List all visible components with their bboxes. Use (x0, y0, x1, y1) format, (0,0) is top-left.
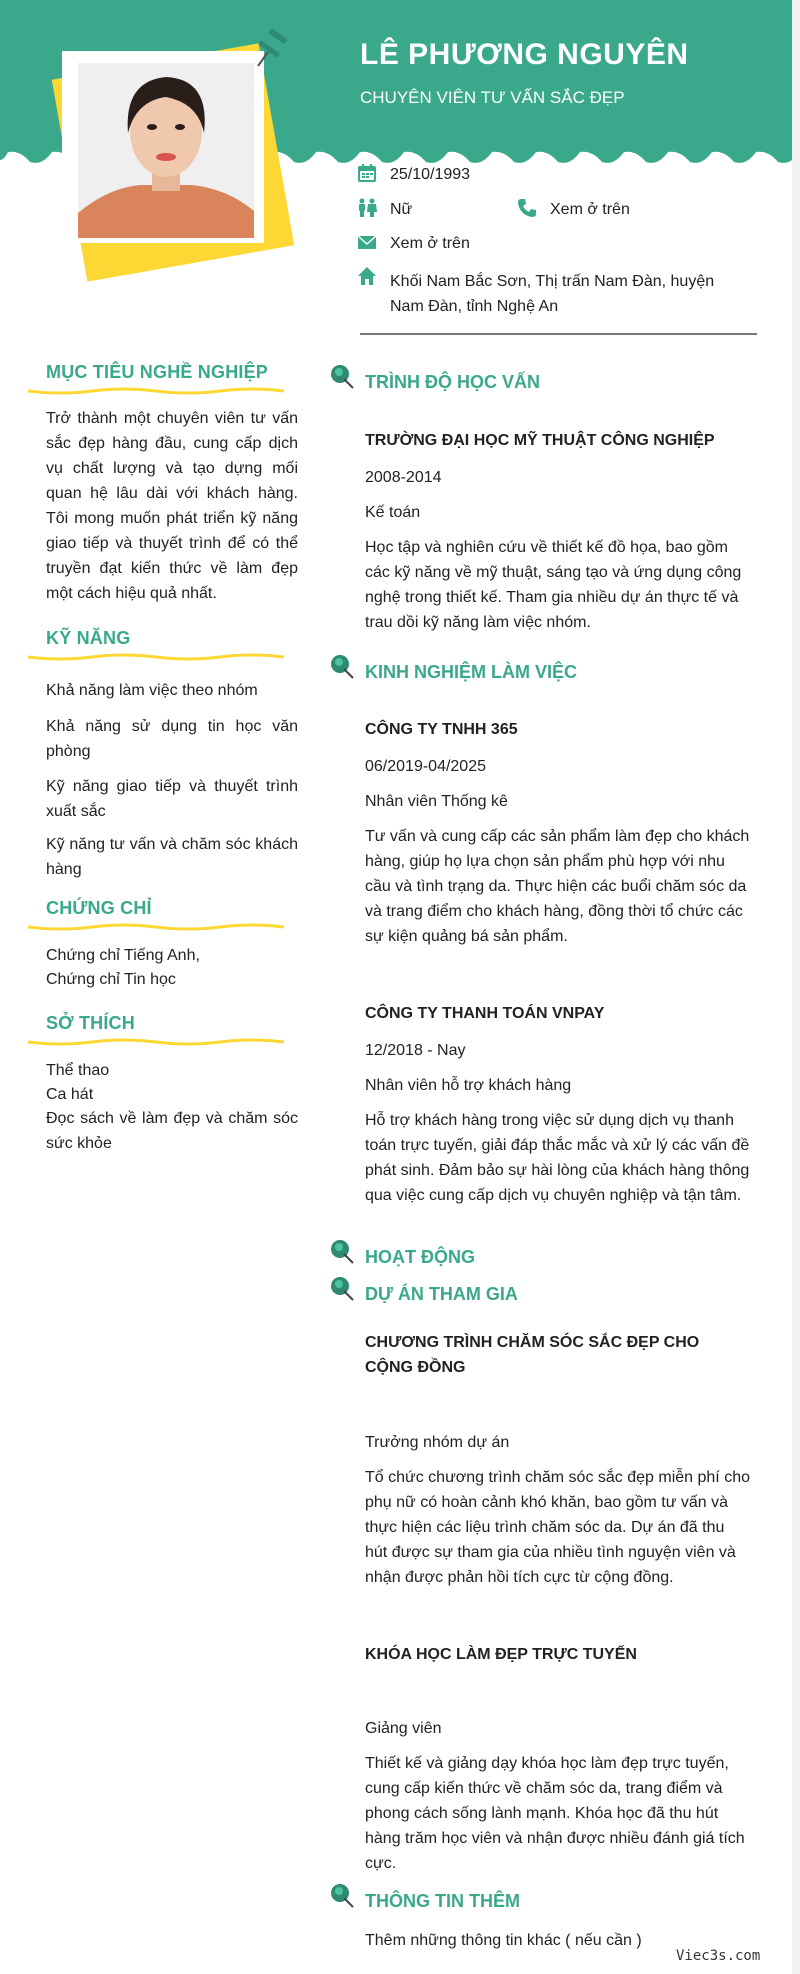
email-icon (357, 232, 377, 252)
section-underline-wave (28, 385, 284, 397)
job-position: Nhân viên hỗ trợ khách hàng (365, 1077, 572, 1094)
project-name: CHƯƠNG TRÌNH CHĂM SÓC SẮC ĐẸP CHO CỘNG ĐỒNG (365, 1334, 700, 1376)
section-title-hobbies: SỞ THÍCH (46, 1013, 135, 1033)
project-description: Thiết kế và giảng dạy khóa học làm đẹp trực tuyến, cung cấp kiến thức về chăm sóc da, trang điểm và phong cách sống lành mạnh. Khóa học đã thu hút hàng trăm học viên và nhận được nhiều đánh giá tích cực. (365, 1755, 745, 1872)
pushpin-icon (328, 1237, 356, 1265)
education-period: 2008-2014 (365, 469, 442, 486)
hobby-item: Đọc sách về làm đẹp và chăm sóc sức khỏe (46, 1110, 298, 1152)
pushpin-icon (328, 1881, 356, 1909)
candidate-name: LÊ PHƯƠNG NGUYÊN (360, 38, 689, 71)
section-title-experience: KINH NGHIỆM LÀM VIỆC (365, 662, 578, 682)
project-description: Tổ chức chương trình chăm sóc sắc đẹp miễn phí cho phụ nữ có hoàn cảnh khó khăn, bao gồm tư vấn và thực hiện các liệu trình chăm sóc da. Dự án đã thu hút được sự tham gia của nhiều tình nguyện viên và nhận được phản hồi tích cực từ cộng đồng. (365, 1469, 750, 1586)
additional-text: Thêm những thông tin khác ( nếu cần ) (365, 1932, 642, 1949)
project-role: Trưởng nhóm dự án (365, 1434, 510, 1451)
section-title-activities: HOẠT ĐỘNG (365, 1247, 475, 1267)
watermark: Viec3s.com (676, 1948, 761, 1964)
home-icon (357, 266, 377, 286)
contact-phone: Xem ở trên (550, 201, 630, 218)
hobby-item: Ca hát (46, 1086, 94, 1103)
job-period: 12/2018 - Nay (365, 1042, 466, 1059)
certificate-item: Chứng chỉ Tiếng Anh, (46, 947, 200, 964)
pushpin-icon (328, 1274, 356, 1302)
section-title-projects: DỰ ÁN THAM GIA (365, 1284, 518, 1304)
phone-icon (517, 198, 537, 218)
pushpin-icon (250, 26, 290, 72)
job-position: Nhân viên Thống kê (365, 793, 508, 810)
section-underline-wave (28, 921, 284, 933)
job-company: CÔNG TY TNHH 365 (365, 721, 518, 738)
education-major: Kế toán (365, 504, 421, 521)
section-title-certificates: CHỨNG CHỈ (46, 898, 152, 918)
profile-photo (78, 63, 254, 238)
objective-text: Trở thành một chuyên viên tư vấn sắc đẹp hàng đầu, cung cấp dịch vụ chất lượng và tạo dựng mối quan hệ lâu dài với khách hàng. Tôi mong muốn phát triển kỹ năng giao tiếp và thuyết trình để có thể truyền đạt kiến thức về làm đẹp một cách hiệu quả nhất. (46, 410, 298, 602)
contact-gender: Nữ (390, 201, 413, 218)
candidate-title: CHUYÊN VIÊN TƯ VẤN SẮC ĐẸP (360, 88, 625, 107)
section-title-education: TRÌNH ĐỘ HỌC VẤN (365, 372, 540, 392)
skill-item: Kỹ năng tư vấn và chăm sóc khách hàng (46, 836, 298, 878)
skill-item: Khả năng làm việc theo nhóm (46, 682, 258, 699)
gender-icon (357, 198, 377, 218)
contact-email: Xem ở trên (390, 235, 470, 252)
job-period: 06/2019-04/2025 (365, 758, 486, 775)
calendar-icon (357, 163, 377, 183)
section-title-additional: THÔNG TIN THÊM (365, 1891, 520, 1911)
education-description: Học tập và nghiên cứu về thiết kế đồ họa, bao gồm các kỹ năng về mỹ thuật, sáng tạo và ứng dụng công nghệ trong thiết kế. Tham gia nhiều dự án thực tế và trau dồi kỹ năng làm việc nhóm. (365, 539, 742, 631)
project-role: Giảng viên (365, 1720, 442, 1737)
section-underline-wave (28, 651, 284, 663)
pushpin-icon (328, 362, 356, 390)
skill-item: Kỹ năng giao tiếp và thuyết trình xuất sắc (46, 778, 298, 820)
job-company: CÔNG TY THANH TOÁN VNPAY (365, 1005, 605, 1022)
project-name: KHÓA HỌC LÀM ĐẸP TRỰC TUYẾN (365, 1646, 637, 1663)
pushpin-icon (328, 652, 356, 680)
contact-birthday: 25/10/1993 (390, 166, 471, 183)
contact-address: Khối Nam Bắc Sơn, Thị trấn Nam Đàn, huyện Nam Đàn, tỉnh Nghệ An (390, 273, 715, 315)
header-divider (360, 333, 757, 335)
education-school: TRƯỜNG ĐẠI HỌC MỸ THUẬT CÔNG NGHIỆP (365, 432, 715, 449)
page-edge (792, 0, 800, 1974)
skill-item: Khả năng sử dụng tin học văn phòng (46, 718, 298, 760)
section-title-objective: MỤC TIÊU NGHỀ NGHIỆP (46, 362, 269, 382)
job-description: Hỗ trợ khách hàng trong việc sử dụng dịch vụ thanh toán trực tuyến, giải đáp thắc mắc và xử lý các vấn đề phát sinh. Đảm bảo sự hài lòng của khách hàng thông qua việc cung cấp dịch vụ chuyên nghiệp và tận tâm. (365, 1112, 750, 1204)
job-description: Tư vấn và cung cấp các sản phẩm làm đẹp cho khách hàng, giúp họ lựa chọn sản phẩm phù hợp với nhu cầu và tình trạng da. Thực hiện các buổi chăm sóc da và trang điểm cho khách hàng, đồng thời tổ chức các sự kiện quảng bá sản phẩm. (365, 828, 750, 945)
section-underline-wave (28, 1036, 284, 1048)
certificate-item: Chứng chỉ Tin học (46, 971, 176, 988)
hobby-item: Thể thao (46, 1062, 110, 1079)
section-title-skills: KỸ NĂNG (46, 628, 131, 648)
